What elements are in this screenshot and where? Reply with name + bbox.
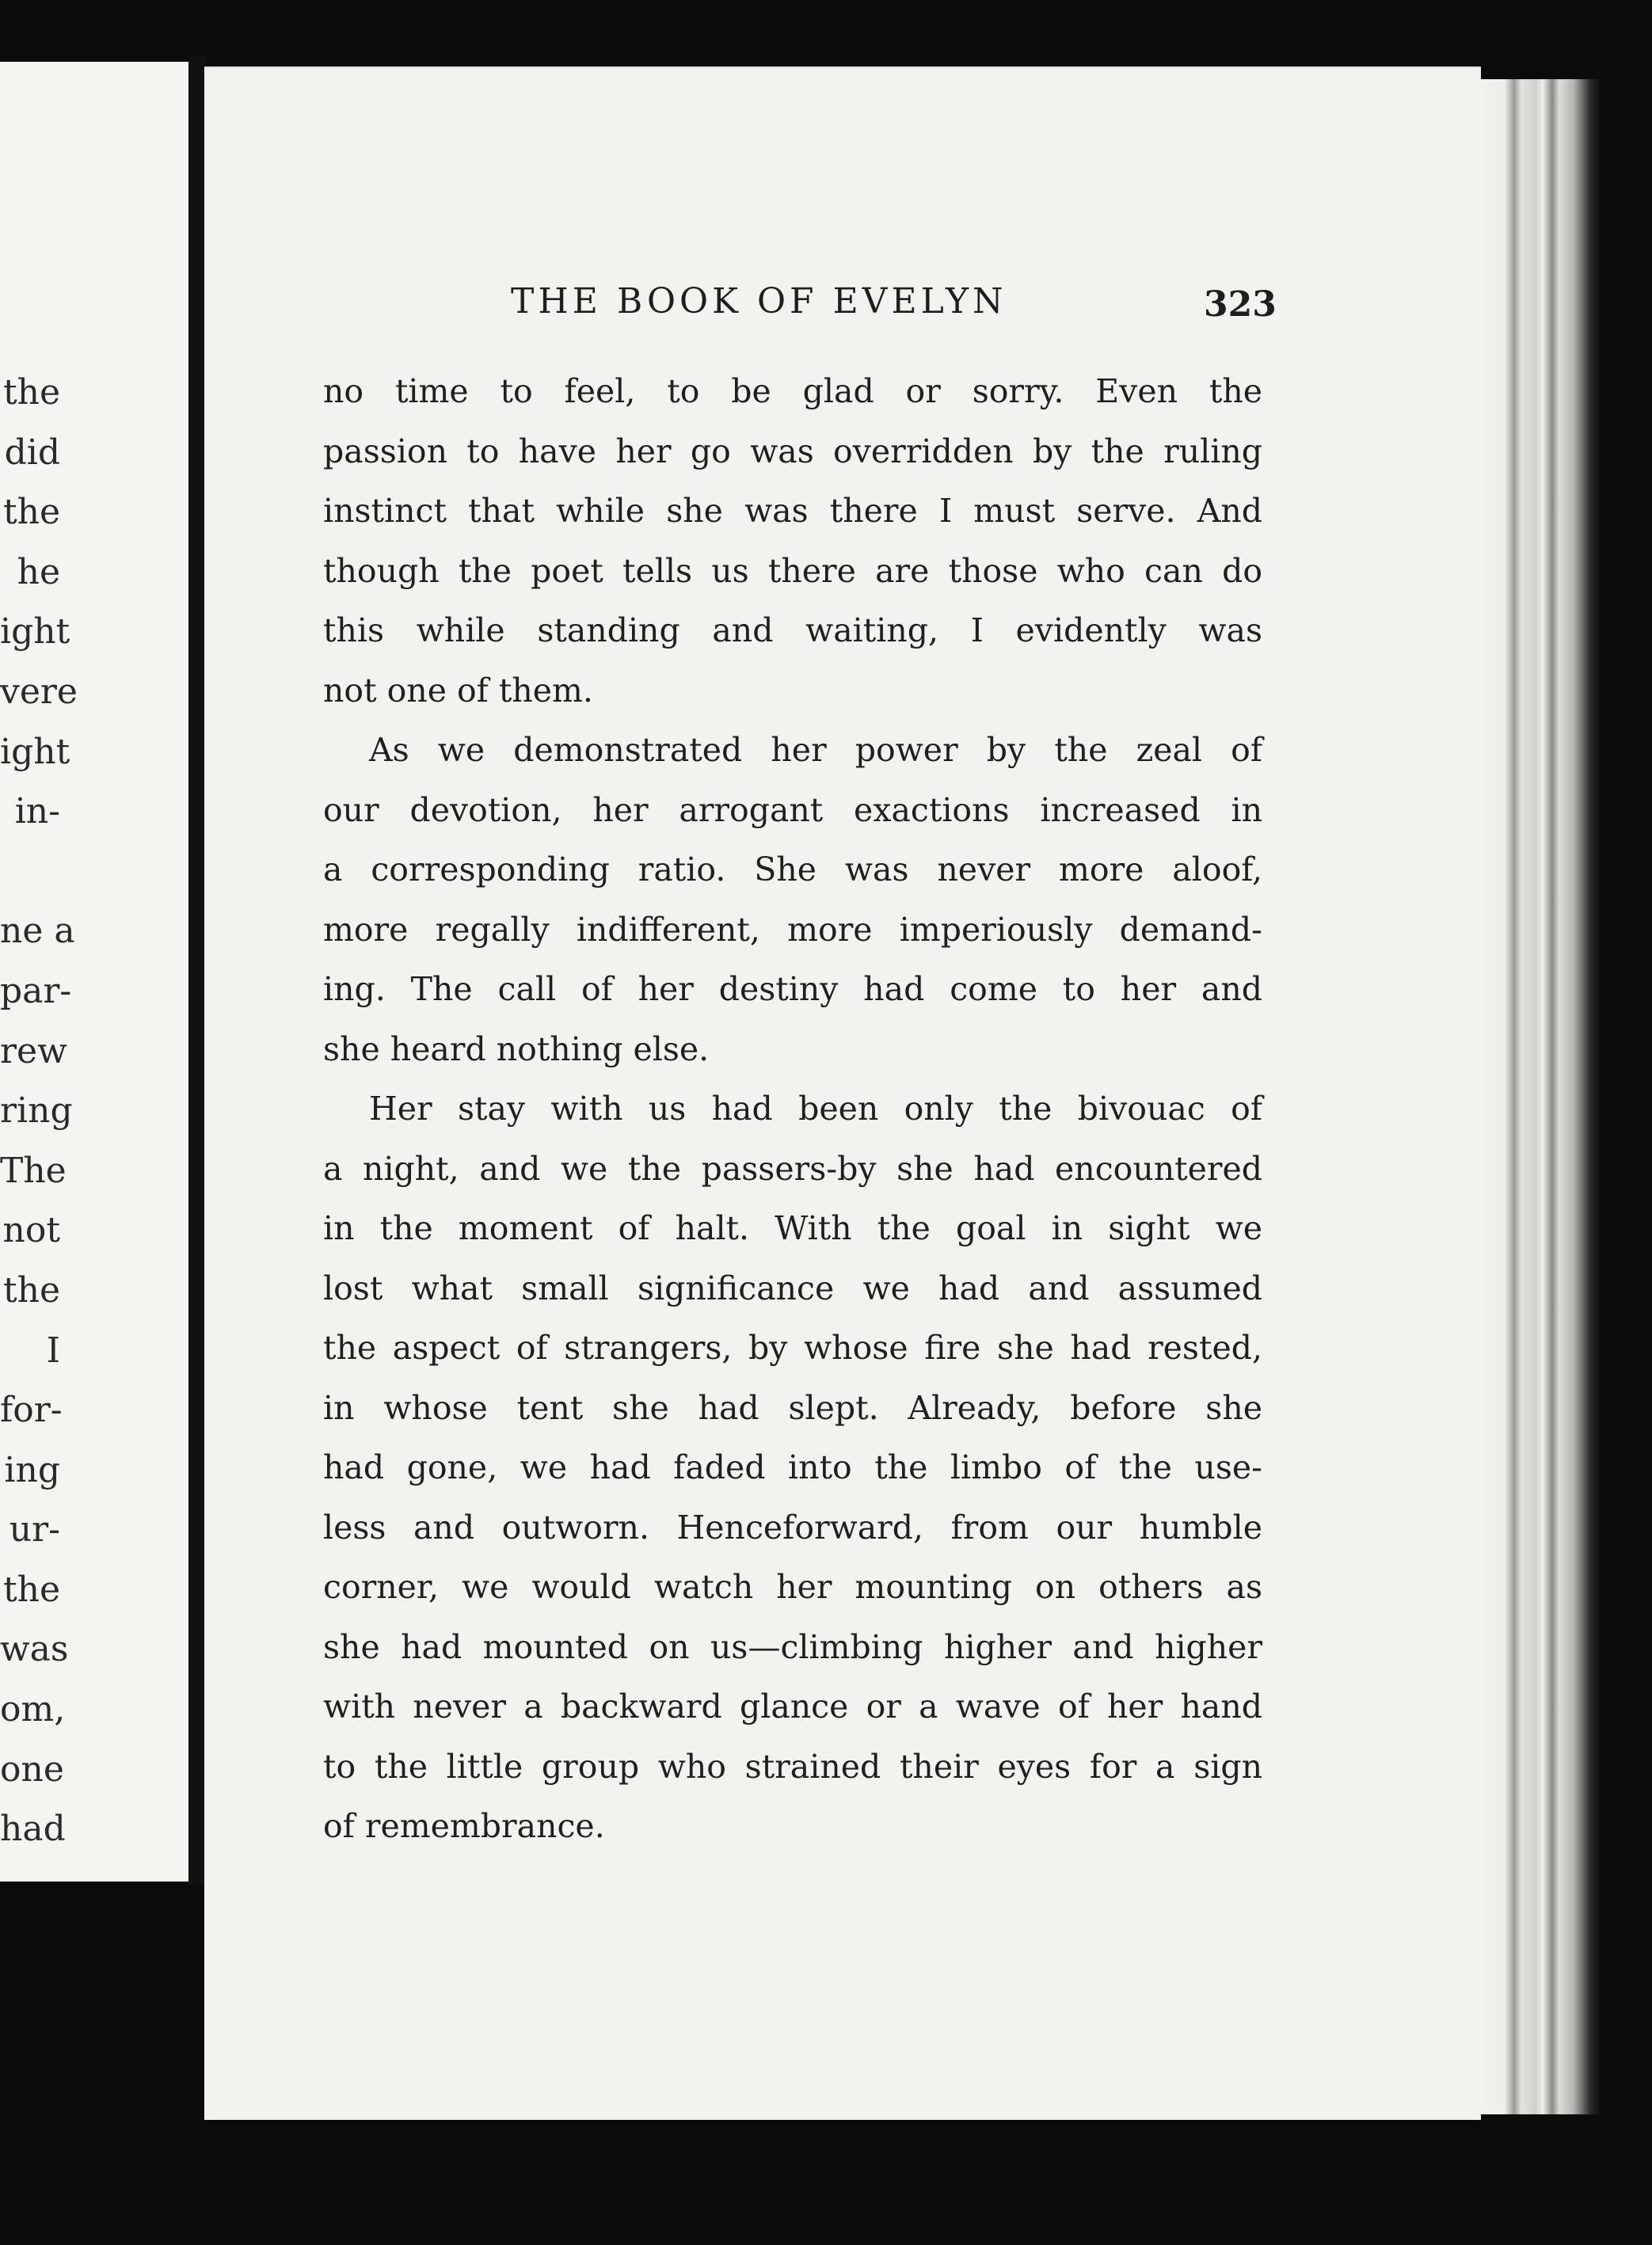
fragment-line: was xyxy=(0,1629,69,1670)
text-line: As we demonstrated her power by the zeal of xyxy=(369,731,1262,769)
fragment-line: ing xyxy=(4,1449,60,1490)
paragraph xyxy=(323,721,1262,1079)
fragment-line: had xyxy=(0,1809,66,1850)
text-line: this while standing and waiting, I evidently was xyxy=(323,611,1262,649)
text-line: a corresponding ratio. She was never more aloof, xyxy=(323,850,1262,888)
text-line: passion to have her go was overridden by the ruling xyxy=(323,432,1262,470)
text-line: Her stay with us had been only the bivouac of xyxy=(369,1090,1262,1128)
text-line: with never a backward glance or a wave of her hand xyxy=(323,1688,1262,1726)
fragment-line: The xyxy=(0,1150,67,1191)
fragment-line: did xyxy=(4,432,60,473)
text-line: less and outworn. Henceforward, from our humble xyxy=(323,1508,1262,1547)
text-line: lost what small significance we had and assumed xyxy=(323,1269,1262,1307)
text-line: she had mounted on us—climbing higher and higher xyxy=(323,1627,1262,1666)
fragment-line: ur- xyxy=(9,1509,60,1551)
text-line: of remembrance. xyxy=(323,1807,605,1845)
fragment-line: he xyxy=(17,551,60,592)
text-line: in whose tent she had slept. Already, before she xyxy=(323,1388,1262,1427)
facing-page-text-fragments xyxy=(0,363,78,1859)
text-line: instinct that while she was there I must serve. And xyxy=(323,492,1262,530)
fragment-line: rew xyxy=(0,1030,67,1071)
text-line: in the moment of halt. With the goal in sight we xyxy=(323,1209,1262,1247)
text-line: our devotion, her arrogant exactions increased in xyxy=(323,790,1262,829)
fragment-line: for- xyxy=(0,1390,63,1431)
fragment-line: one xyxy=(0,1748,64,1790)
fragment-line: ne a xyxy=(0,911,75,952)
fragment-line xyxy=(0,842,60,902)
text-line: the aspect of strangers, by whose fire she had rested, xyxy=(323,1329,1262,1367)
page-number: 323 xyxy=(1204,284,1277,325)
page-body-text xyxy=(323,362,1262,1857)
fragment-line: the xyxy=(2,1269,60,1311)
text-line: corner, we would watch her mounting on others as xyxy=(323,1568,1262,1606)
fragment-line: not xyxy=(2,1210,60,1251)
fragment-line: the xyxy=(2,492,60,533)
running-title: THE BOOK OF EVELYN xyxy=(511,281,1007,322)
paragraph xyxy=(323,1079,1262,1857)
fragment-line: I xyxy=(46,1330,60,1371)
text-line: to the little group who strained their eyes for a sign xyxy=(323,1747,1262,1786)
text-line: a night, and we the passers-by she had encountered xyxy=(323,1149,1262,1188)
fragment-line: the xyxy=(2,1569,60,1610)
text-line: ing. The call of her destiny had come to her and xyxy=(323,970,1262,1008)
text-line: she heard nothing else. xyxy=(323,1029,710,1068)
fragment-line: ring xyxy=(0,1090,73,1132)
text-line: no time to feel, to be glad or sorry. Even the xyxy=(323,372,1262,410)
fragment-line: om, xyxy=(0,1689,66,1730)
fragment-line: in- xyxy=(14,791,60,832)
text-line: not one of them. xyxy=(323,671,593,710)
paragraph xyxy=(323,362,1262,721)
fragment-line: ight xyxy=(0,731,70,772)
page-header xyxy=(309,281,1277,337)
fragment-line: vere xyxy=(0,671,78,712)
fragment-line: the xyxy=(2,372,60,413)
fragment-line: par- xyxy=(0,970,72,1011)
page-stack-edge xyxy=(1481,79,1600,2114)
book-gutter xyxy=(188,55,206,1885)
text-line: more regally indifferent, more imperiously demand- xyxy=(323,910,1262,949)
fragment-line: ight xyxy=(0,611,70,653)
text-line: had gone, we had faded into the limbo of the use- xyxy=(323,1448,1262,1486)
text-line: though the poet tells us there are those who can do xyxy=(323,551,1262,590)
